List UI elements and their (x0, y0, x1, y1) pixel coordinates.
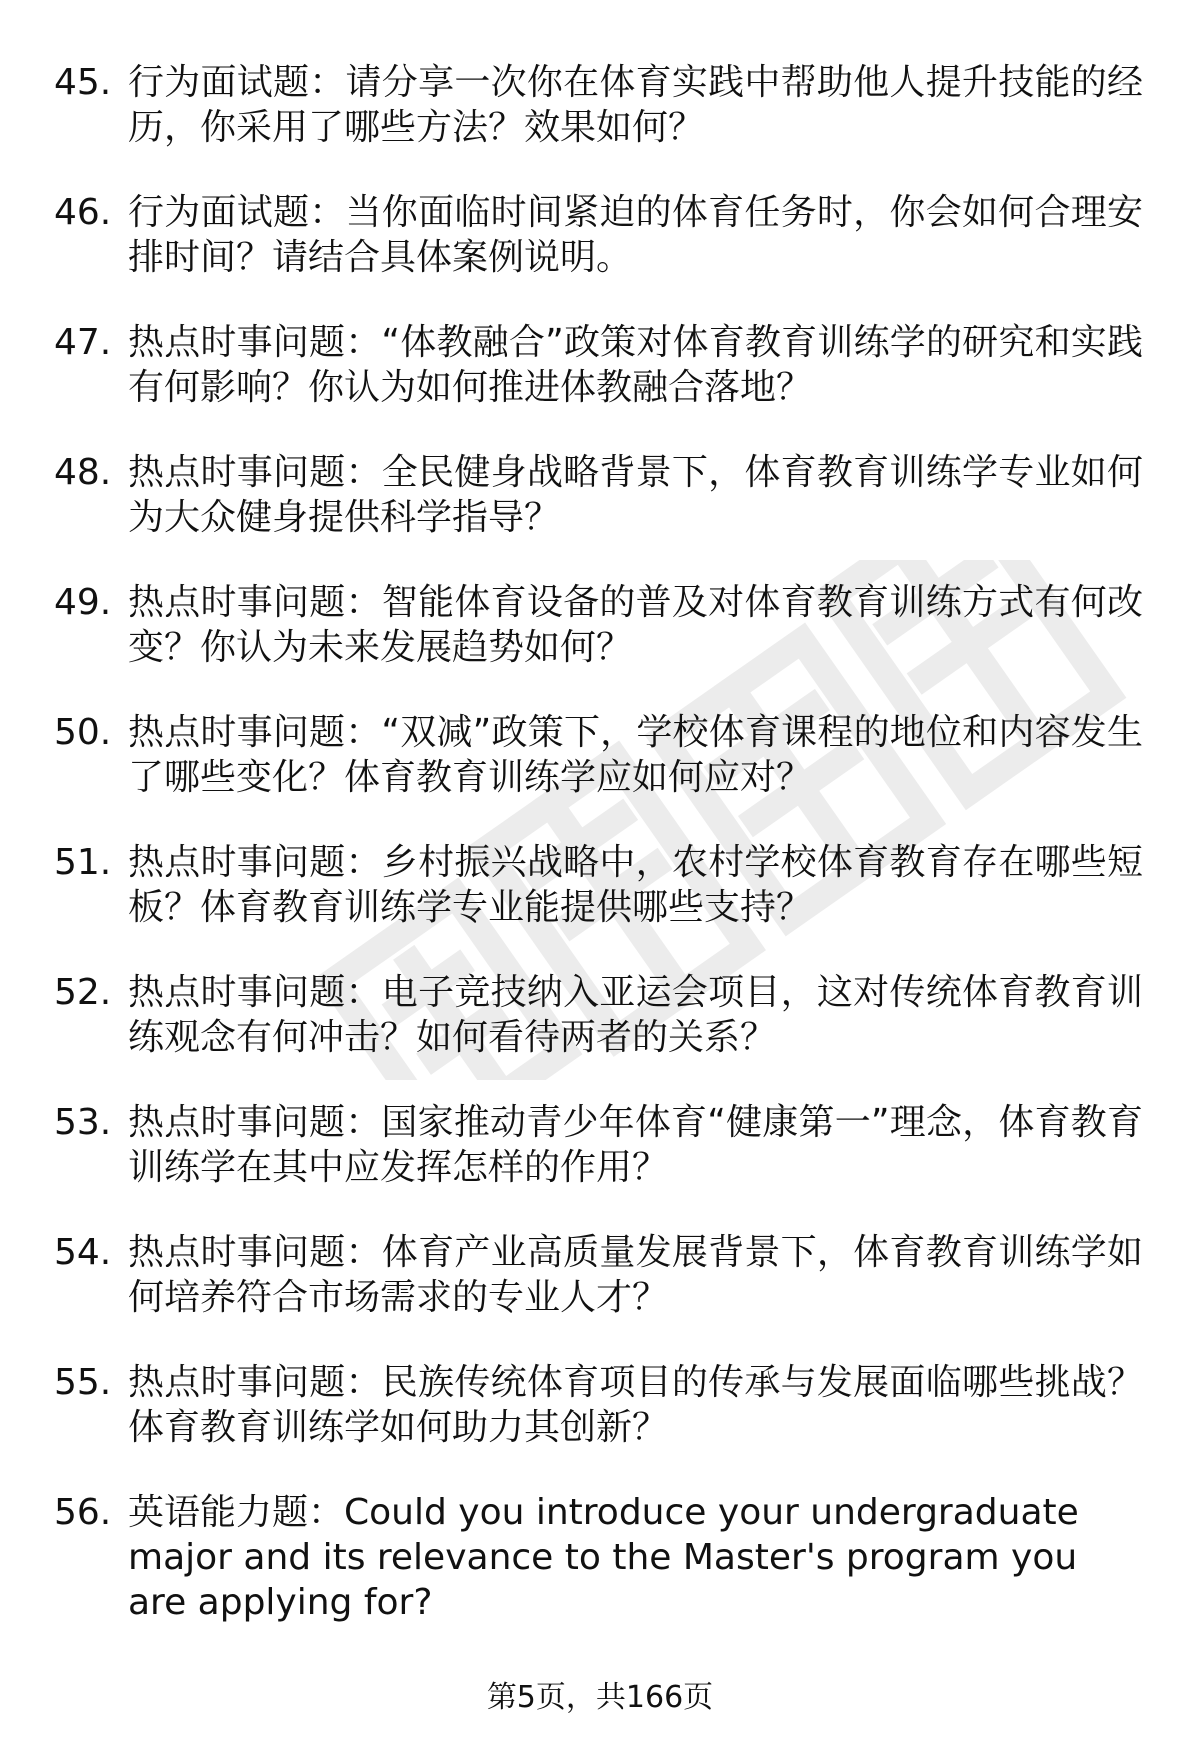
question-text: 行为面试题：请分享一次你在体育实践中帮助他人提升技能的经历，你采用了哪些方法？效果如何？ (128, 62, 1143, 148)
question-text: 热点时事问题：民族传统体育项目的传承与发展面临哪些挑战？体育教育训练学如何助力其创新？ (128, 1362, 1143, 1448)
question-text: 热点时事问题：乡村振兴战略中，农村学校体育教育存在哪些短板？体育教育训练学专业能提供哪些支持？ (128, 842, 1143, 928)
question-item (0, 320, 1200, 450)
question-item (0, 60, 1200, 190)
page-footer: 第5页，共166页 (486, 1680, 714, 1715)
question-number: 47. (54, 322, 112, 363)
question-item (0, 710, 1200, 840)
question-number: 56. (54, 1492, 112, 1533)
question-number: 48. (54, 452, 112, 493)
question-number: 50. (54, 712, 112, 753)
question-number: 54. (54, 1232, 112, 1273)
question-text: 热点时事问题：全民健身战略背景下，体育教育训练学专业如何为大众健身提供科学指导？ (128, 452, 1143, 538)
question-text: 热点时事问题：国家推动青少年体育“健康第一”理念，体育教育训练学在其中应发挥怎样的作用？ (128, 1102, 1143, 1188)
question-list (0, 60, 1200, 1650)
question-number: 46. (54, 192, 112, 233)
question-number: 49. (54, 582, 112, 623)
question-item (0, 1230, 1200, 1360)
question-item (0, 190, 1200, 320)
question-item (0, 450, 1200, 580)
question-text: 行为面试题：当你面临时间紧迫的体育任务时，你会如何合理安排时间？请结合具体案例说明。 (128, 192, 1143, 278)
question-item (0, 1100, 1200, 1230)
question-item (0, 580, 1200, 710)
question-number: 55. (54, 1362, 112, 1403)
question-number: 45. (54, 62, 112, 103)
question-text: 英语能力题：Could you introduce your undergraduate major and its relevance to the Master's program you are applying for? (128, 1492, 1079, 1623)
question-item (0, 970, 1200, 1100)
question-text: 热点时事问题：“体教融合”政策对体育教育训练学的研究和实践有何影响？你认为如何推进体教融合落地？ (128, 322, 1143, 408)
question-text: 热点时事问题：智能体育设备的普及对体育教育训练方式有何改变？你认为未来发展趋势如何？ (128, 582, 1143, 668)
question-item (0, 840, 1200, 970)
question-item (0, 1490, 1200, 1650)
question-text: 热点时事问题：体育产业高质量发展背景下，体育教育训练学如何培养符合市场需求的专业人才？ (128, 1232, 1143, 1318)
question-number: 53. (54, 1102, 112, 1143)
question-number: 52. (54, 972, 112, 1013)
question-number: 51. (54, 842, 112, 883)
question-item (0, 1360, 1200, 1490)
question-text: 热点时事问题：“双减”政策下，学校体育课程的地位和内容发生了哪些变化？体育教育训练学应如何应对？ (128, 712, 1143, 798)
question-text: 热点时事问题：电子竞技纳入亚运会项目，这对传统体育教育训练观念有何冲击？如何看待两者的关系？ (128, 972, 1143, 1058)
